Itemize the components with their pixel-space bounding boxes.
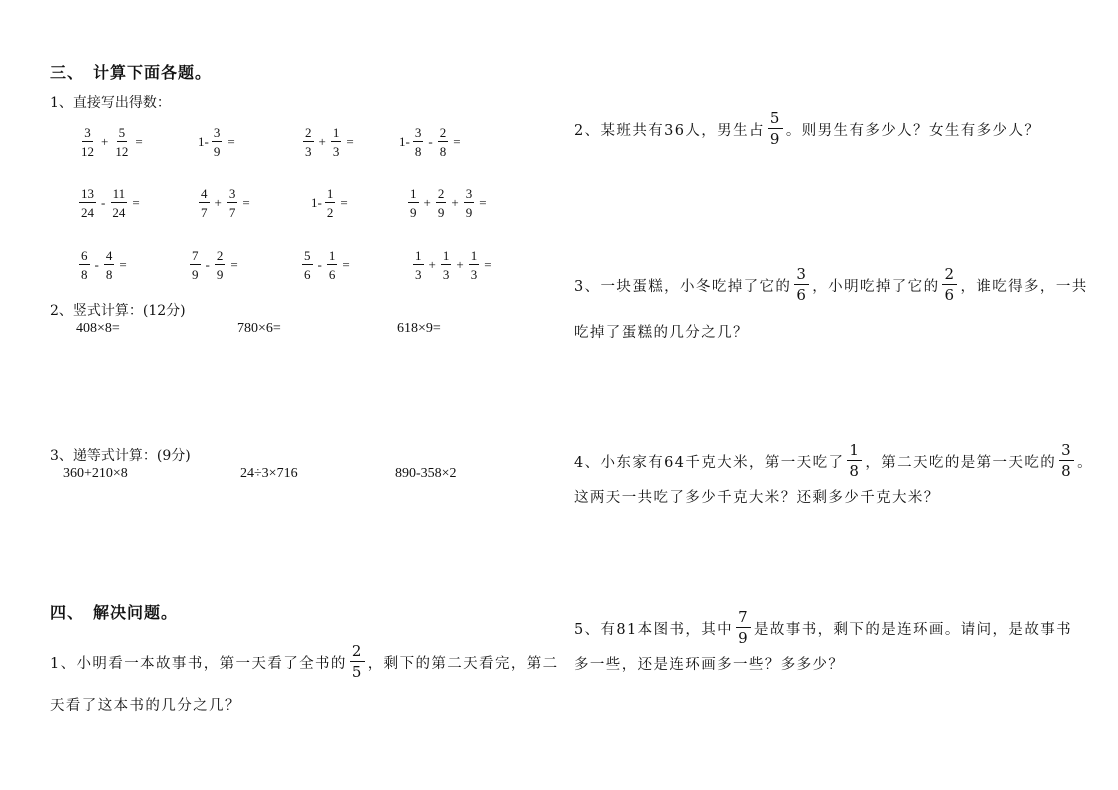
- fraction-expression-3: [300, 122, 356, 162]
- fraction-expression-4: [399, 122, 463, 162]
- fraction-numerator: 1: [442, 248, 450, 263]
- fraction-numerator: 2: [351, 642, 363, 660]
- fraction-numerator: 11: [112, 186, 126, 201]
- operator: +: [423, 195, 431, 210]
- leading-term: 1-: [198, 134, 209, 149]
- equals-sign: =: [346, 134, 354, 149]
- fraction-numerator: 2: [437, 186, 445, 201]
- problem-5-line-2: 多一些，还是连环画多一些？多多少？: [574, 657, 845, 673]
- fraction-expression-10: [187, 245, 240, 285]
- fraction-expression-12: [410, 245, 494, 285]
- fraction-denominator: 7: [228, 205, 236, 220]
- problem-2: [574, 111, 1040, 147]
- operator: -: [428, 134, 433, 149]
- fraction-denominator: 3: [442, 267, 450, 282]
- problem-text: 1、小明看一本故事书，第一天看了全书的: [50, 655, 347, 672]
- problem-text: 4、小东家有64千克大米，第一天吃了: [574, 454, 845, 471]
- problem-text: ，剩下的第二天看完，第二: [367, 655, 559, 672]
- fraction-denominator: 8: [439, 144, 447, 159]
- fraction-numerator: 3: [465, 186, 473, 201]
- fraction-numerator: 3: [414, 125, 422, 140]
- fraction-numerator: 1: [326, 186, 334, 201]
- problem-text: 。: [1077, 454, 1093, 471]
- fraction-denominator: 9: [213, 144, 221, 159]
- fraction-denominator: 8: [105, 267, 113, 282]
- fraction-denominator: 9: [738, 629, 750, 647]
- fraction-numerator: 2: [216, 248, 224, 263]
- equals-sign: =: [230, 257, 238, 272]
- fraction-denominator: 12: [81, 144, 94, 159]
- problem-text: 2、某班共有36人，男生占: [574, 122, 765, 139]
- step-calc-item-2: 24÷3×716: [240, 466, 298, 481]
- fraction-denominator: 8: [414, 144, 422, 159]
- fraction-denominator: 24: [112, 205, 126, 220]
- fraction-denominator: 2: [326, 205, 334, 220]
- equals-sign: =: [132, 195, 140, 210]
- fraction-denominator: 7: [201, 205, 208, 220]
- fraction-denominator: 3: [332, 144, 340, 159]
- fraction-expression-9: [76, 245, 129, 285]
- fraction-numerator: 3: [213, 125, 221, 140]
- fraction-numerator: 3: [228, 186, 236, 201]
- fraction-denominator: 6: [796, 286, 808, 304]
- fraction-numerator: 13: [81, 186, 94, 201]
- problem-3-line-1: [574, 267, 1088, 303]
- operator: +: [451, 195, 459, 210]
- fraction-denominator: 8: [1061, 462, 1073, 480]
- fraction-numerator: 5: [304, 248, 311, 263]
- problem-text: ，小明吃掉了它的: [812, 278, 940, 295]
- fraction-numerator: 5: [769, 109, 781, 127]
- fraction-expression-5: [76, 183, 142, 223]
- section-3-title: 三、 计算下面各题。: [50, 63, 213, 82]
- leading-term: 1-: [311, 195, 322, 210]
- operator: +: [428, 257, 436, 272]
- fraction-denominator: 24: [81, 205, 94, 220]
- operator: -: [317, 257, 322, 272]
- equals-sign: =: [453, 134, 461, 149]
- fraction-denominator: 9: [410, 205, 417, 220]
- equals-sign: =: [119, 257, 127, 272]
- fraction-denominator: 8: [849, 462, 861, 480]
- step-calc-item-3: 890-358×2: [395, 466, 457, 481]
- fraction-numerator: 4: [105, 248, 113, 263]
- fraction-numerator: 1: [470, 248, 478, 263]
- problem-text: 5、有81本图书，其中: [574, 621, 734, 638]
- problem-1-line-2: 天看了这本书的几分之几？: [50, 698, 241, 714]
- fraction-numerator: 7: [192, 248, 199, 263]
- q1-label: 1、直接写出得数：: [50, 95, 171, 111]
- fraction-numerator: 1: [332, 125, 340, 140]
- q3-label: 3、递等式计算：(9分): [50, 448, 191, 464]
- problem-text: ，第二天吃的是第一天吃的: [865, 454, 1057, 471]
- equals-sign: =: [342, 257, 350, 272]
- problem-text: 。则男生有多少人？女生有多少人？: [785, 122, 1041, 139]
- fraction-numerator: 5: [118, 125, 126, 140]
- problem-text: 3、一块蛋糕，小冬吃掉了它的: [574, 278, 792, 295]
- fraction-expression-1: [76, 122, 145, 162]
- problem-text: ，谁吃得多，一共: [960, 278, 1088, 295]
- fraction-numerator: 1: [415, 248, 422, 263]
- equals-sign: =: [484, 257, 492, 272]
- step-calc-item-1: 360+210×8: [63, 466, 128, 481]
- fraction-numerator: 7: [738, 608, 750, 626]
- fraction-denominator: 3: [415, 267, 422, 282]
- problem-4-line-2: 这两天一共吃了多少千克大米？还剩多少千克大米？: [574, 490, 940, 506]
- operator: -: [94, 257, 99, 272]
- fraction-numerator: 2: [439, 125, 447, 140]
- leading-term: 1-: [399, 134, 410, 149]
- problem-4-line-1: [574, 443, 1093, 479]
- problem-5-line-1: [574, 610, 1072, 646]
- fraction-expression-7: [311, 183, 350, 223]
- equals-sign: =: [135, 134, 143, 149]
- fraction-numerator: 1: [410, 186, 417, 201]
- fraction-numerator: 1: [849, 441, 861, 459]
- fraction-numerator: 2: [305, 125, 312, 140]
- fraction-denominator: 6: [328, 267, 336, 282]
- equals-sign: =: [479, 195, 487, 210]
- fraction-denominator: 9: [465, 205, 473, 220]
- fraction-denominator: 3: [470, 267, 478, 282]
- operator: +: [318, 134, 326, 149]
- fraction-expression-6: [196, 183, 252, 223]
- fraction-denominator: 9: [437, 205, 445, 220]
- operator: +: [101, 134, 109, 149]
- fraction-denominator: 6: [944, 286, 956, 304]
- fraction-denominator: 3: [305, 144, 312, 159]
- vertical-calc-item-2: 780×6=: [237, 321, 281, 336]
- fraction-numerator: 4: [201, 186, 208, 201]
- operator: -: [205, 257, 210, 272]
- fraction-denominator: 8: [81, 267, 88, 282]
- fraction-numerator: 2: [944, 265, 956, 283]
- fraction-numerator: 3: [1061, 441, 1073, 459]
- q2-label: 2、竖式计算：(12分): [50, 303, 186, 319]
- fraction-denominator: 12: [115, 144, 129, 159]
- vertical-calc-item-3: 618×9=: [397, 321, 441, 336]
- problem-3-line-2: 吃掉了蛋糕的几分之几？: [574, 325, 749, 341]
- operator: +: [214, 195, 222, 210]
- problem-text: 是故事书，剩下的是连环画。请问，是故事书: [754, 621, 1073, 638]
- fraction-numerator: 6: [81, 248, 88, 263]
- fraction-expression-8: [405, 183, 489, 223]
- problem-1-line-1: [50, 644, 559, 680]
- fraction-denominator: 5: [351, 663, 363, 681]
- fraction-denominator: 9: [192, 267, 199, 282]
- equals-sign: =: [227, 134, 235, 149]
- fraction-denominator: 6: [304, 267, 311, 282]
- vertical-calc-item-1: 408×8=: [76, 321, 120, 336]
- fraction-denominator: 9: [216, 267, 224, 282]
- fraction-numerator: 1: [328, 248, 336, 263]
- fraction-expression-11: [299, 245, 352, 285]
- equals-sign: =: [340, 195, 348, 210]
- fraction-numerator: 3: [796, 265, 808, 283]
- fraction-expression-2: [198, 122, 237, 162]
- equals-sign: =: [242, 195, 250, 210]
- operator: +: [456, 257, 464, 272]
- operator: -: [101, 195, 106, 210]
- section-4-title: 四、 解决问题。: [50, 603, 179, 622]
- fraction-denominator: 9: [769, 130, 781, 148]
- fraction-numerator: 3: [84, 125, 91, 140]
